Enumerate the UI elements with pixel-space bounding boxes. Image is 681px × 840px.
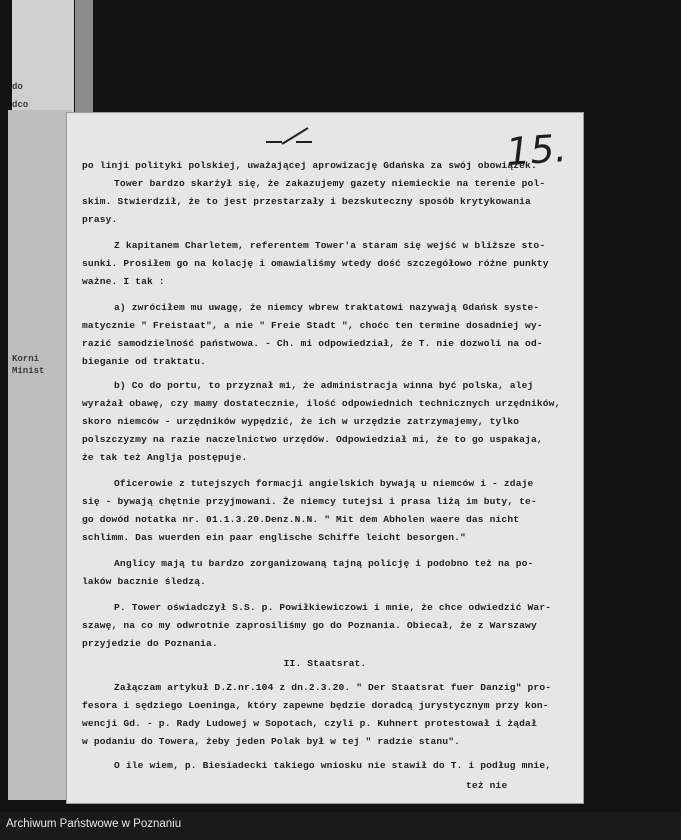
margin-stub: do <box>12 82 23 92</box>
text-line: Z kapitanem Charletem, referentem Tower'a staram się wejść w bliższe sto- <box>114 240 546 251</box>
text-line: fesora i sędziego Loeninga, który zapewne będzie doradcą jurystycznym przy kon- <box>82 700 549 711</box>
text-line: matycznie " Freistaat", a nie " Freie Stadt ", choćc ten termine dosadniej wy- <box>82 320 543 331</box>
margin-stub: dco <box>12 100 29 110</box>
text-line: w podaniu do Towera, żeby jeden Polak był w tej " radzie stanu". <box>82 736 461 747</box>
document-page <box>66 112 584 804</box>
margin-stub: Korni <box>12 354 40 364</box>
text-line: b) Co do portu, to przyznał mi, że administracja winna być polska, alej <box>114 380 534 391</box>
text-line: O ile wiem, p. Biesiadecki takiego wniosku nie stawił do T. i podług mnie, <box>114 760 552 771</box>
text-line: sunki. Prosiłem go na kolację i omawialiśmy wtedy dość szczegółowo różne punkty <box>82 258 549 269</box>
text-line: przyjedzie do Poznania. <box>82 638 218 649</box>
text-line: że tak też Anglja postępuje. <box>82 452 248 463</box>
margin-stub: Minist <box>12 366 45 376</box>
underlying-sheet-edge <box>75 0 93 115</box>
text-line: polszczyzmy na razie naczelnictwo urzędów. Odpowiedział mi, że to go uspakaja, <box>82 434 543 445</box>
text-line: razić samodzielność państwowa. - Ch. mi odpowiedział, że T. nie dozwoli na od- <box>82 338 543 349</box>
text-line: laków bacznie śledzą. <box>82 576 207 587</box>
text-line: po linji polityki polskiej, uważającej aprowizację Gdańska za swój obowiązek. <box>82 160 537 171</box>
text-line: wencji Gd. - p. Rady Ludowej w Sopotach, czyli p. Kuhnert protestował i żądał <box>82 718 537 729</box>
text-line: a) zwróciłem mu uwagę, że niemcy wbrew traktatowi nazywają Gdańsk syste- <box>114 302 540 313</box>
text-line: Załączam artykuł D.Z.nr.104 z dn.2.3.20. " Der Staatsrat fuer Danzig" pro- <box>114 682 552 693</box>
text-line: się - bywają chętnie przyjmowani. Że niemcy tutejsi i prasa liżą im buty, te- <box>82 496 537 507</box>
text-line: skoro niemców - urzędników wypędzić, że ich w urzędzie zatrzymajemy, tylko <box>82 416 520 427</box>
text-line: P. Tower oświadczył S.S. p. Powiłkiewiczowi i mnie, że chce odwiedzić War- <box>114 602 552 613</box>
text-line: Tower bardzo skarżył się, że zakazujemy gazety niemieckie na terenie pol- <box>114 178 546 189</box>
text-line: szawę, na co my odwrotnie zaprosiliśmy go do Poznania. Obiecał, że z Warszawy <box>82 620 537 631</box>
text-line: Anglicy mają tu bardzo zorganizowaną tajną policję i podobno też na po- <box>114 558 534 569</box>
text-line: Oficerowie z tutejszych formacji angielskich bywają u niemców i - zdaje <box>114 478 534 489</box>
underlying-sheet-top <box>12 0 74 115</box>
catchword: też nie <box>466 780 508 791</box>
archive-name: Archiwum Państwowe w Poznaniu <box>6 818 182 830</box>
text-line: ważne. I tak : <box>82 276 165 287</box>
text-line: schlimm. Das wuerden ein paar englische Schiffe leicht besorgen." <box>82 532 466 543</box>
text-line: wyrażał obawę, czy mamy dostatecznie, ilość odpowiednich technicznych urzędników, <box>82 398 561 409</box>
text-line: skim. Stwierdził, że to jest przestarzały i bezskuteczny sposób krytykowania <box>82 196 531 207</box>
underlying-sheet-left <box>8 110 72 800</box>
page-number: 15. <box>504 125 568 175</box>
archive-footer <box>0 812 681 840</box>
text-line: prasy. <box>82 214 118 225</box>
text-line: go dowód notatka nr. 01.1.3.20.Denz.N.N. " Mit dem Abholen waere das nicht <box>82 514 520 525</box>
text-line: bieganie od traktatu. <box>82 356 207 367</box>
header-mark-drawing <box>252 122 320 150</box>
section-heading: II. Staatsrat. <box>283 658 367 669</box>
